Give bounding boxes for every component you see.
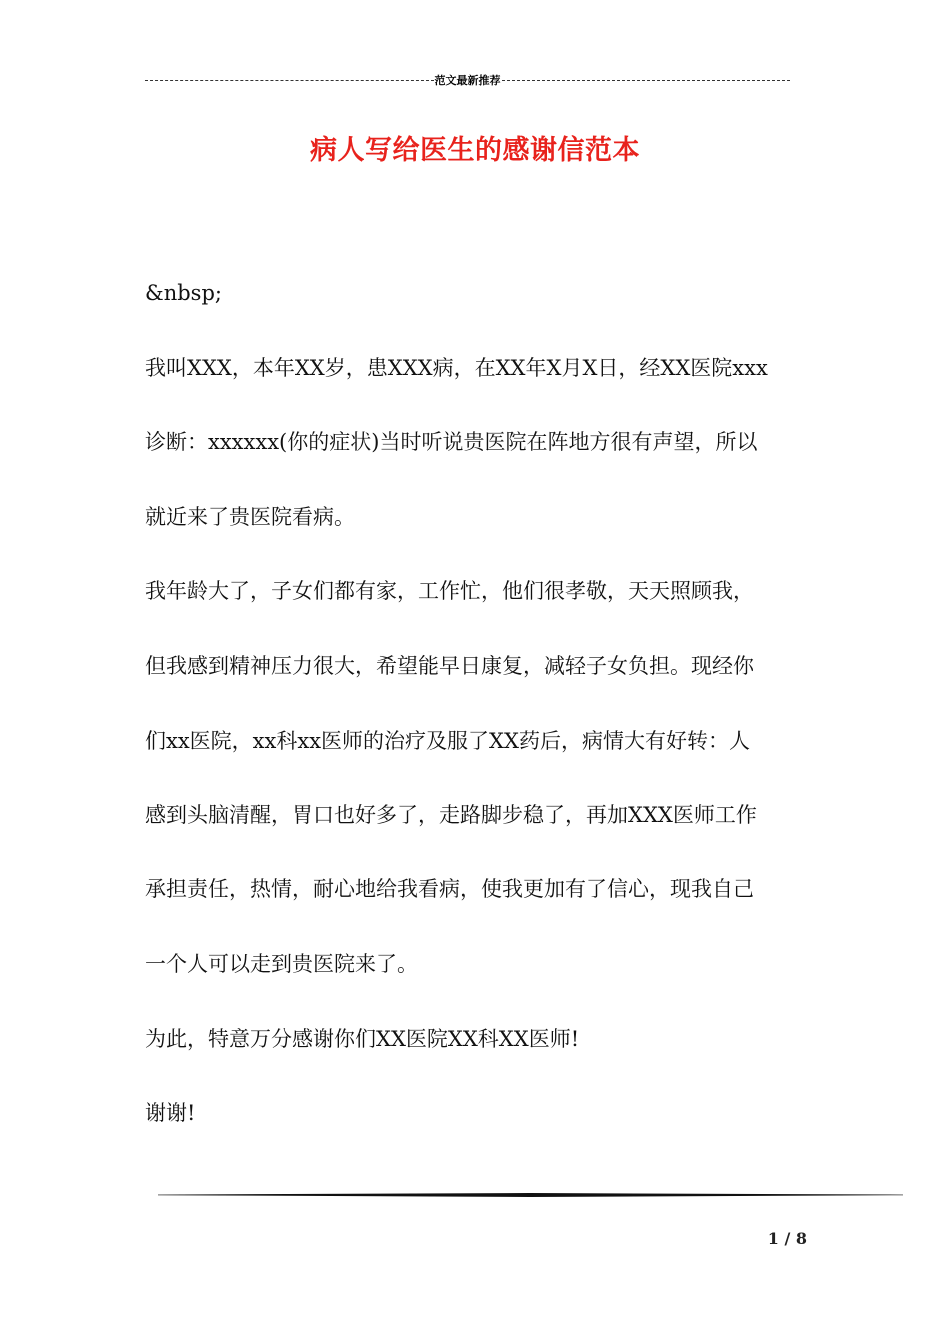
page-header xyxy=(145,72,790,88)
body-line-10: 一个人可以走到贵医院来了。 xyxy=(145,952,418,976)
body-line-9: 承担责任，热情，耐心地给我看病，使我更加有了信心，现我自己 xyxy=(145,877,754,901)
header-label: 范文最新推荐 xyxy=(434,74,501,87)
body-line-5: 我年龄大了，子女们都有家，工作忙，他们很孝敬，天天照顾我， xyxy=(145,579,754,603)
document-title: 病人写给医生的感谢信范本 xyxy=(310,135,640,166)
footer-rule xyxy=(158,1193,903,1196)
body-line-2: 我叫XXX，本年XX岁，患XXX病，在XX年X月X日，经XX医院xxx xyxy=(145,356,768,380)
body-line-11: 为此，特意万分感谢你们XX医院XX科XX医师! xyxy=(145,1027,580,1051)
header-dash-right xyxy=(502,80,791,81)
body-line-3: 诊断：xxxxxx(你的症状)当时听说贵医院在阵地方很有声望，所以 xyxy=(145,430,758,454)
body-line-8: 感到头脑清醒，胃口也好多了，走路脚步稳了，再加XXX医师工作 xyxy=(145,803,757,827)
page-number: 1 / 8 xyxy=(767,1229,807,1248)
body-line-6: 但我感到精神压力很大，希望能早日康复，减轻子女负担。现经你 xyxy=(145,654,754,678)
header-dash-left xyxy=(145,80,434,81)
body-line-12: 谢谢! xyxy=(145,1101,196,1125)
body-line-1: &nbsp; xyxy=(145,281,222,305)
body-line-7: 们xx医院，xx科xx医师的治疗及服了XX药后，病情大有好转：人 xyxy=(145,729,750,753)
body-line-4: 就近来了贵医院看病。 xyxy=(145,505,355,529)
